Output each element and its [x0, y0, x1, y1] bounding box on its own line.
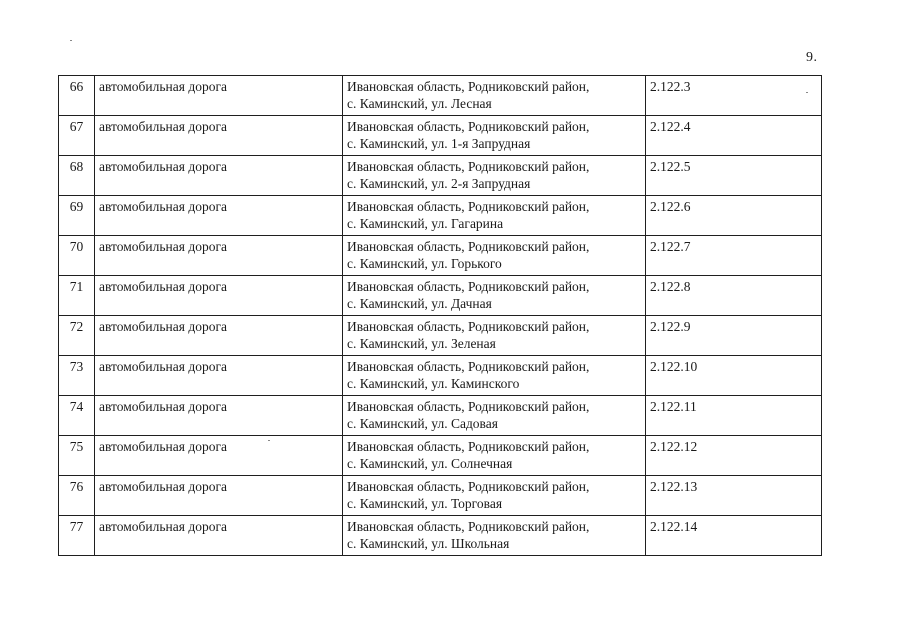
object-name: автомобильная дорога: [95, 76, 343, 116]
road-registry-table: [58, 75, 822, 556]
object-code: 2.122.6: [646, 196, 822, 236]
object-code: 2.122.7: [646, 236, 822, 276]
row-number: 75: [59, 436, 95, 476]
object-name: автомобильная дорога: [95, 276, 343, 316]
row-number: 69: [59, 196, 95, 236]
object-code: 2.122.11: [646, 396, 822, 436]
address-line-street: с. Каминский, ул. Каминского: [347, 376, 520, 391]
object-code: 2.122.9: [646, 316, 822, 356]
address-line-region: Ивановская область, Родниковский район,: [347, 159, 590, 174]
address-line-street: с. Каминский, ул. 2-я Запрудная: [347, 176, 531, 191]
address-line-region: Ивановская область, Родниковский район,: [347, 479, 590, 494]
row-number: 72: [59, 316, 95, 356]
object-address: [343, 156, 646, 196]
row-number: 66: [59, 76, 95, 116]
row-number: 70: [59, 236, 95, 276]
object-name: автомобильная дорога: [95, 396, 343, 436]
row-number: 73: [59, 356, 95, 396]
object-code: 2.122.12: [646, 436, 822, 476]
table-row: [59, 76, 822, 116]
row-number: 71: [59, 276, 95, 316]
address-line-street: с. Каминский, ул. Солнечная: [347, 456, 513, 471]
table-row: [59, 396, 822, 436]
object-code: 2.122.3: [646, 76, 822, 116]
table-row: [59, 356, 822, 396]
address-line-region: Ивановская область, Родниковский район,: [347, 119, 590, 134]
object-code: 2.122.10: [646, 356, 822, 396]
object-address: [343, 76, 646, 116]
table-row: [59, 156, 822, 196]
object-code: 2.122.14: [646, 516, 822, 556]
object-name: автомобильная дорога: [95, 236, 343, 276]
address-line-region: Ивановская область, Родниковский район,: [347, 439, 590, 454]
object-address: [343, 116, 646, 156]
object-name: автомобильная дорога: [95, 196, 343, 236]
scan-speck: [70, 40, 72, 41]
object-name: автомобильная дорога: [95, 116, 343, 156]
address-line-region: Ивановская область, Родниковский район,: [347, 279, 590, 294]
address-line-street: с. Каминский, ул. Дачная: [347, 296, 492, 311]
object-address: [343, 396, 646, 436]
address-line-region: Ивановская область, Родниковский район,: [347, 519, 590, 534]
object-name: автомобильная дорога: [95, 476, 343, 516]
object-name: автомобильная дорога: [95, 316, 343, 356]
address-line-street: с. Каминский, ул. Лесная: [347, 96, 492, 111]
table-row: [59, 116, 822, 156]
address-line-street: с. Каминский, ул. 1-я Запрудная: [347, 136, 531, 151]
object-address: [343, 516, 646, 556]
object-code: 2.122.4: [646, 116, 822, 156]
object-name: автомобильная дорога: [95, 516, 343, 556]
address-line-region: Ивановская область, Родниковский район,: [347, 399, 590, 414]
table-row: [59, 476, 822, 516]
address-line-street: с. Каминский, ул. Гагарина: [347, 216, 504, 231]
object-code: 2.122.5: [646, 156, 822, 196]
row-number: 77: [59, 516, 95, 556]
address-line-region: Ивановская область, Родниковский район,: [347, 319, 590, 334]
address-line-region: Ивановская область, Родниковский район,: [347, 79, 590, 94]
page-number: 9.: [806, 50, 818, 65]
object-address: [343, 436, 646, 476]
row-number: 76: [59, 476, 95, 516]
address-line-street: с. Каминский, ул. Горького: [347, 256, 502, 271]
row-number: 68: [59, 156, 95, 196]
table-row: [59, 236, 822, 276]
address-line-region: Ивановская область, Родниковский район,: [347, 239, 590, 254]
object-address: [343, 276, 646, 316]
address-line-region: Ивановская область, Родниковский район,: [347, 199, 590, 214]
address-line-street: с. Каминский, ул. Торговая: [347, 496, 503, 511]
object-address: [343, 196, 646, 236]
row-number: 74: [59, 396, 95, 436]
object-address: [343, 476, 646, 516]
address-line-region: Ивановская область, Родниковский район,: [347, 359, 590, 374]
object-address: [343, 356, 646, 396]
object-address: [343, 236, 646, 276]
table-row: [59, 276, 822, 316]
object-address: [343, 316, 646, 356]
object-name: автомобильная дорога: [95, 156, 343, 196]
address-line-street: с. Каминский, ул. Садовая: [347, 416, 498, 431]
row-number: 67: [59, 116, 95, 156]
table-row: [59, 196, 822, 236]
object-name: автомобильная дорога: [95, 356, 343, 396]
address-line-street: с. Каминский, ул. Школьная: [347, 536, 510, 551]
table-row: [59, 316, 822, 356]
address-line-street: с. Каминский, ул. Зеленая: [347, 336, 496, 351]
table-row: [59, 516, 822, 556]
object-code: 2.122.13: [646, 476, 822, 516]
table-row: [59, 436, 822, 476]
object-code: 2.122.8: [646, 276, 822, 316]
object-name: автомобильная дорога: [95, 436, 343, 476]
